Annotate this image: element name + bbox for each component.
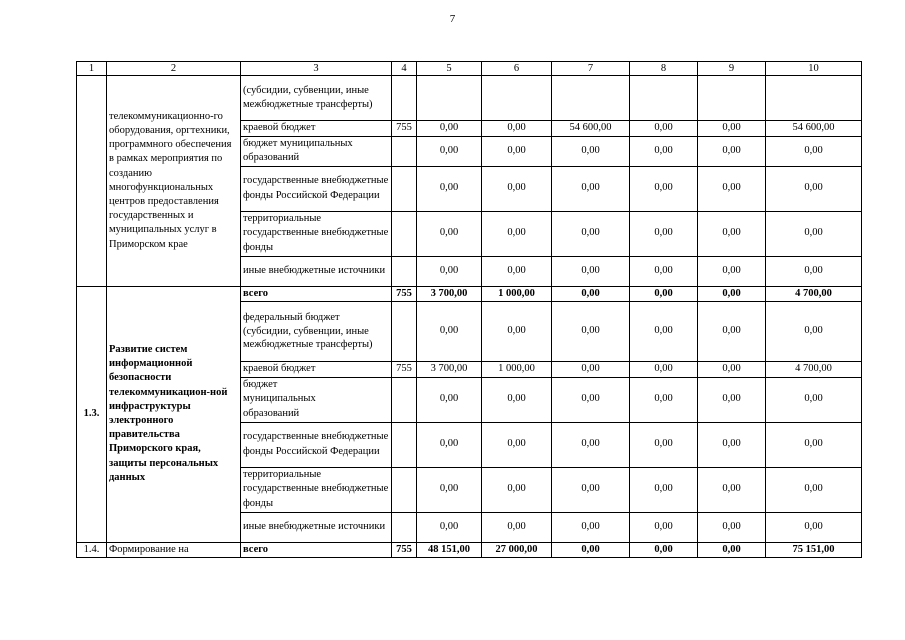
objective-cell: Развитие систем информационной безопасности телекоммуникацион-ной инфраструктуры электронного правительства Приморского края, защиты персональных данных	[107, 286, 241, 542]
funding-source-cell: государственные внебюджетные фонды Российской Федерации	[241, 422, 392, 467]
value-cell: 0,00	[630, 136, 698, 166]
column-header: 10	[766, 62, 862, 76]
value-cell: 0,00	[698, 286, 766, 302]
value-cell: 0,00	[766, 377, 862, 422]
code-cell	[392, 256, 417, 286]
value-cell: 4 700,00	[766, 286, 862, 302]
value-cell: 0,00	[482, 302, 552, 362]
funding-source-cell: территориальные государственные внебюджетные фонды	[241, 211, 392, 256]
value-cell: 48 151,00	[417, 542, 482, 558]
code-cell	[392, 136, 417, 166]
value-cell: 0,00	[482, 166, 552, 211]
value-cell: 0,00	[417, 136, 482, 166]
value-cell: 0,00	[552, 512, 630, 542]
value-cell: 0,00	[552, 362, 630, 378]
value-cell: 0,00	[482, 422, 552, 467]
code-cell: 755	[392, 121, 417, 137]
value-cell: 0,00	[698, 211, 766, 256]
value-cell	[552, 76, 630, 121]
value-cell: 0,00	[482, 136, 552, 166]
value-cell: 0,00	[698, 256, 766, 286]
code-cell	[392, 377, 417, 422]
value-cell	[698, 76, 766, 121]
code-cell	[392, 467, 417, 512]
value-cell: 4 700,00	[766, 362, 862, 378]
value-cell: 0,00	[417, 377, 482, 422]
value-cell: 3 700,00	[417, 362, 482, 378]
budget-table	[76, 61, 862, 558]
code-cell	[392, 76, 417, 121]
code-cell	[392, 211, 417, 256]
value-cell: 0,00	[698, 542, 766, 558]
table-row	[77, 76, 862, 121]
value-cell: 0,00	[766, 211, 862, 256]
value-cell: 0,00	[552, 467, 630, 512]
value-cell: 0,00	[766, 467, 862, 512]
value-cell	[417, 76, 482, 121]
column-header: 9	[698, 62, 766, 76]
value-cell: 0,00	[698, 467, 766, 512]
value-cell: 0,00	[417, 512, 482, 542]
value-cell: 0,00	[698, 121, 766, 137]
value-cell: 3 700,00	[417, 286, 482, 302]
value-cell	[766, 76, 862, 121]
funding-source-cell: федеральный бюджет (субсидии, субвенции, иные межбюджетные трансферты)	[241, 302, 392, 362]
value-cell: 0,00	[552, 136, 630, 166]
value-cell: 0,00	[417, 422, 482, 467]
value-cell: 0,00	[630, 422, 698, 467]
value-cell: 54 600,00	[552, 121, 630, 137]
value-cell: 0,00	[698, 512, 766, 542]
column-header: 5	[417, 62, 482, 76]
objective-cell: телекоммуникационно-го оборудования, оргтехники, программного обеспечения в рамках мероприятия по созданию многофункциональных центров предоставления государственных и муниципальных услуг в Приморском крае	[107, 76, 241, 287]
value-cell	[482, 76, 552, 121]
value-cell: 0,00	[630, 542, 698, 558]
value-cell: 0,00	[630, 286, 698, 302]
code-cell	[392, 512, 417, 542]
column-header: 3	[241, 62, 392, 76]
funding-source-cell: государственные внебюджетные фонды Российской Федерации	[241, 166, 392, 211]
value-cell: 0,00	[630, 377, 698, 422]
value-cell: 75 151,00	[766, 542, 862, 558]
value-cell: 0,00	[552, 211, 630, 256]
funding-source-cell: бюджет муниципальных образований	[241, 136, 392, 166]
funding-source-cell: всего	[241, 542, 392, 558]
value-cell: 1 000,00	[482, 362, 552, 378]
table-row	[77, 286, 862, 302]
value-cell: 0,00	[698, 166, 766, 211]
value-cell: 0,00	[552, 377, 630, 422]
value-cell: 0,00	[630, 467, 698, 512]
column-header: 1	[77, 62, 107, 76]
value-cell	[630, 76, 698, 121]
page-number: 7	[449, 13, 456, 25]
objective-cell: Формирование на	[107, 542, 241, 558]
value-cell: 0,00	[552, 286, 630, 302]
value-cell: 0,00	[482, 377, 552, 422]
value-cell: 0,00	[417, 467, 482, 512]
value-cell: 27 000,00	[482, 542, 552, 558]
funding-source-cell: краевой бюджет	[241, 362, 392, 378]
row-index-cell: 1.3.	[77, 286, 107, 542]
value-cell: 0,00	[766, 302, 862, 362]
code-cell: 755	[392, 542, 417, 558]
code-cell: 755	[392, 362, 417, 378]
value-cell: 0,00	[552, 422, 630, 467]
funding-source-cell: всего	[241, 286, 392, 302]
value-cell: 1 000,00	[482, 286, 552, 302]
code-cell: 755	[392, 286, 417, 302]
code-cell	[392, 302, 417, 362]
column-header: 6	[482, 62, 552, 76]
column-header: 4	[392, 62, 417, 76]
value-cell: 0,00	[766, 166, 862, 211]
value-cell: 0,00	[698, 302, 766, 362]
column-header: 7	[552, 62, 630, 76]
value-cell: 0,00	[482, 121, 552, 137]
value-cell: 0,00	[698, 362, 766, 378]
value-cell: 0,00	[630, 256, 698, 286]
value-cell: 0,00	[698, 377, 766, 422]
code-cell	[392, 166, 417, 211]
value-cell: 0,00	[766, 136, 862, 166]
value-cell: 0,00	[766, 512, 862, 542]
value-cell: 0,00	[552, 302, 630, 362]
code-cell	[392, 422, 417, 467]
value-cell: 0,00	[482, 211, 552, 256]
value-cell: 0,00	[552, 166, 630, 211]
funding-source-cell: бюджет муниципальных образований	[241, 377, 392, 422]
value-cell: 0,00	[630, 302, 698, 362]
value-cell: 0,00	[552, 256, 630, 286]
value-cell: 0,00	[630, 121, 698, 137]
funding-source-cell: территориальные государственные внебюджетные фонды	[241, 467, 392, 512]
value-cell: 0,00	[630, 512, 698, 542]
funding-source-cell: иные внебюджетные источники	[241, 256, 392, 286]
value-cell: 0,00	[482, 512, 552, 542]
value-cell: 0,00	[417, 302, 482, 362]
value-cell: 0,00	[417, 211, 482, 256]
value-cell: 0,00	[482, 467, 552, 512]
value-cell: 0,00	[766, 256, 862, 286]
column-header: 8	[630, 62, 698, 76]
funding-source-cell: иные внебюджетные источники	[241, 512, 392, 542]
value-cell: 0,00	[482, 256, 552, 286]
column-number-row	[77, 62, 862, 76]
value-cell: 0,00	[417, 166, 482, 211]
value-cell: 54 600,00	[766, 121, 862, 137]
funding-source-cell: краевой бюджет	[241, 121, 392, 137]
value-cell: 0,00	[766, 422, 862, 467]
value-cell: 0,00	[417, 256, 482, 286]
value-cell: 0,00	[698, 136, 766, 166]
value-cell: 0,00	[630, 211, 698, 256]
value-cell: 0,00	[630, 362, 698, 378]
row-index-cell: 1.4.	[77, 542, 107, 558]
value-cell: 0,00	[417, 121, 482, 137]
table-row	[77, 542, 862, 558]
value-cell: 0,00	[630, 166, 698, 211]
column-header: 2	[107, 62, 241, 76]
row-index-cell	[77, 76, 107, 287]
value-cell: 0,00	[698, 422, 766, 467]
value-cell: 0,00	[552, 542, 630, 558]
funding-source-cell: (субсидии, субвенции, иные межбюджетные трансферты)	[241, 76, 392, 121]
